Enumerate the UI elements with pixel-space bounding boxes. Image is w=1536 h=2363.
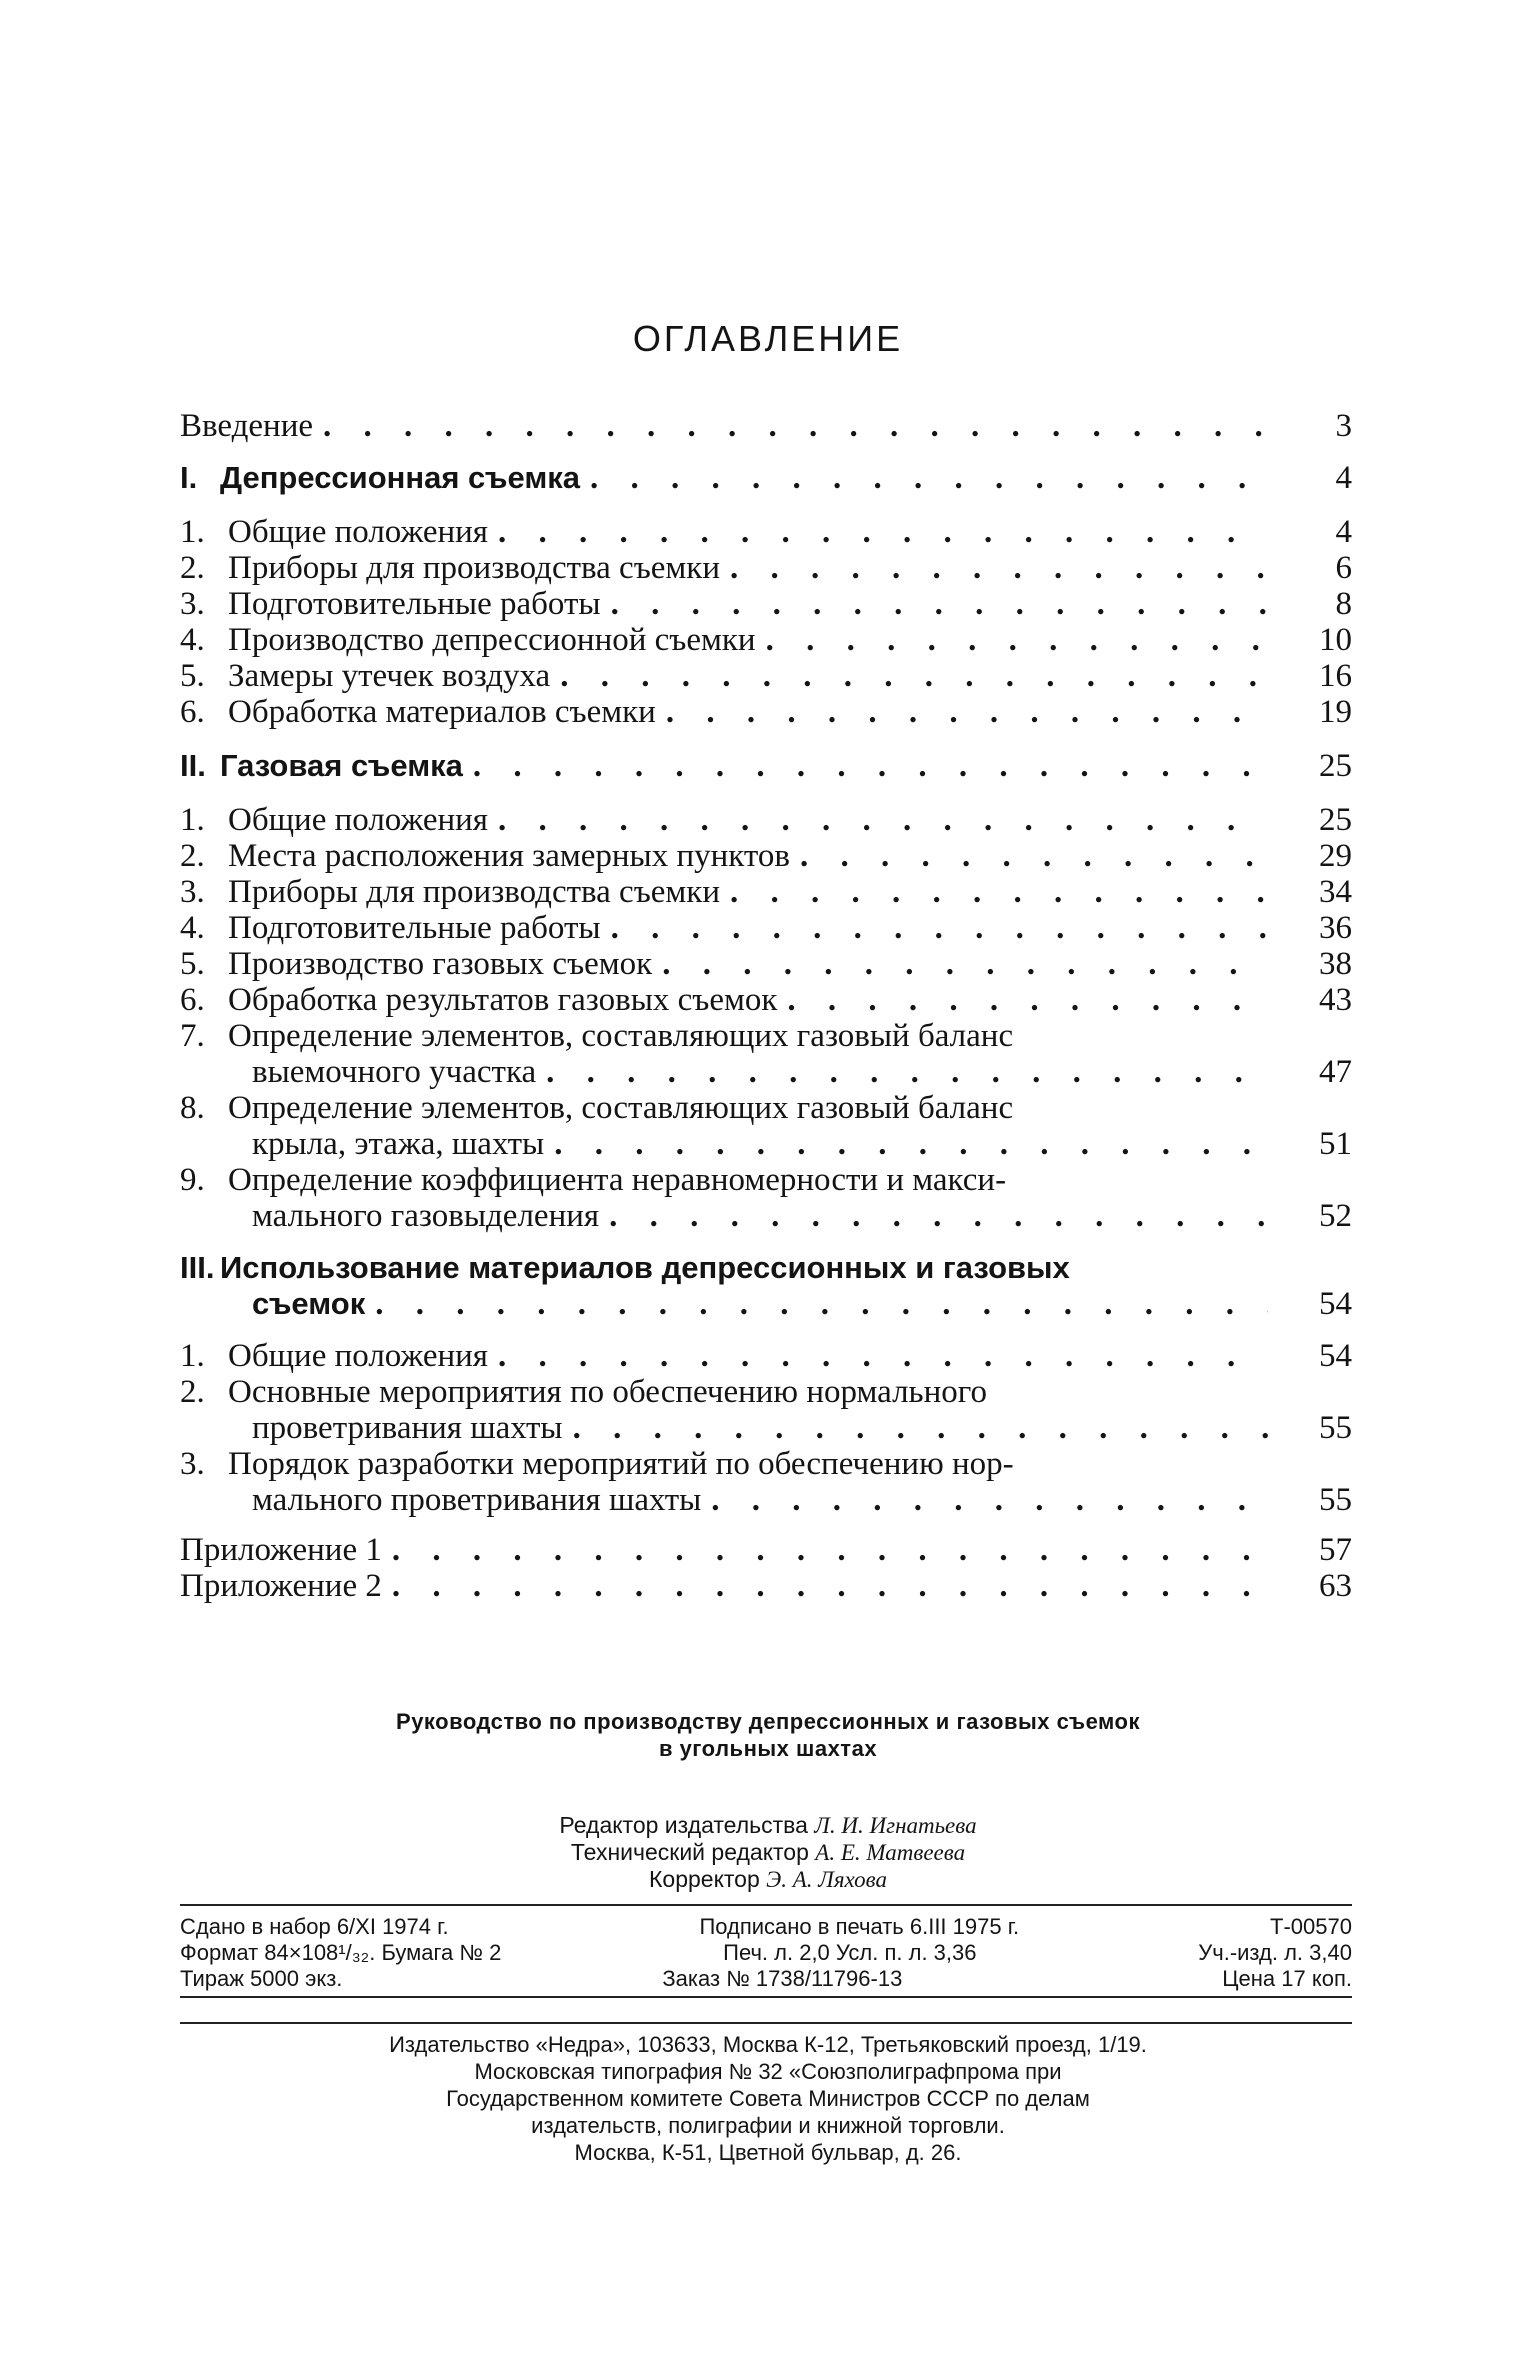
toc-page: 16	[1319, 658, 1352, 694]
toc-item	[180, 838, 1352, 874]
toc-num: 4.	[180, 910, 205, 946]
toc-entry-intro	[180, 408, 1352, 444]
print-info-cell: Печ. л. 2,0 Усл. п. л. 3,36	[723, 1940, 977, 1965]
toc-num: 2.	[180, 1374, 205, 1410]
print-info-cell: Сдано в набор 6/XI 1974 г.	[180, 1914, 449, 1939]
toc-label: Общие положения	[228, 514, 488, 550]
toc-page: 6	[1335, 550, 1352, 586]
toc-label: Подготовительные работы	[228, 586, 601, 622]
toc-appendix-2	[180, 1568, 1352, 1604]
toc-label: Депрессионная съемка	[220, 460, 581, 495]
toc-page: 54	[1319, 1338, 1352, 1374]
toc-item	[180, 1090, 1352, 1162]
toc-label: Определение элементов, составляющих газовый баланс	[228, 1090, 1014, 1126]
toc-page: 55	[1319, 1482, 1352, 1518]
toc-page: 38	[1319, 946, 1352, 982]
toc-page: 36	[1319, 910, 1352, 946]
toc-label: Основные мероприятия по обеспечению нормального	[228, 1374, 987, 1410]
rule-top	[180, 1904, 1352, 1906]
corrector-label: Корректор	[649, 1866, 760, 1892]
toc-num: 8.	[180, 1090, 205, 1126]
toc-label: Газовая съемка	[220, 748, 463, 783]
imprint-block	[0, 2031, 1536, 2166]
corrector-line	[0, 1866, 1536, 1893]
book-title-line: Руководство по производству депрессионных и газовых съемок	[396, 1709, 1140, 1734]
print-info	[180, 1914, 1352, 1992]
toc-item	[180, 514, 1352, 550]
toc-page: 4	[1335, 460, 1352, 496]
toc-num: III.	[180, 1250, 215, 1285]
toc-page: 63	[1319, 1568, 1352, 1604]
book-title-line: в угольных шахтах	[658, 1736, 878, 1761]
toc-label: Общие положения	[228, 802, 488, 838]
toc-num: 7.	[180, 1018, 205, 1054]
toc-label: Порядок разработки мероприятий по обеспечению нор-	[228, 1446, 1014, 1482]
toc-label: Приборы для производства съемки	[228, 874, 720, 910]
toc-num: 3.	[180, 1446, 205, 1482]
toc-section-1	[180, 460, 1352, 496]
toc-num: 4.	[180, 622, 205, 658]
toc-num: 9.	[180, 1162, 205, 1198]
toc-label-cont: выемочного участка	[252, 1054, 537, 1090]
toc-num: 2.	[180, 838, 205, 874]
toc-page: 47	[1319, 1054, 1352, 1090]
toc-page: 3	[1335, 408, 1352, 444]
toc-item	[180, 1446, 1352, 1518]
print-info-cell: Формат 84×108¹/₃₂. Бумага № 2	[180, 1940, 502, 1965]
toc-label-cont: мального газовыделения	[252, 1198, 600, 1234]
toc-num: 1.	[180, 802, 205, 838]
print-info-cell: Тираж 5000 экз.	[180, 1966, 343, 1991]
toc-appendix-1	[180, 1532, 1352, 1568]
toc-label-cont: крыла, этажа, шахты	[252, 1126, 545, 1162]
toc-num: I.	[180, 460, 198, 495]
imprint-line: издательств, полиграфии и книжной торговли.	[531, 2113, 1005, 2138]
toc-label-cont: съемок	[252, 1286, 366, 1321]
toc-item	[180, 910, 1352, 946]
toc-label: Определение элементов, составляющих газовый баланс	[228, 1018, 1014, 1054]
toc-num: 1.	[180, 514, 205, 550]
toc-item	[180, 1018, 1352, 1090]
toc-label: Приложение 1	[180, 1532, 382, 1568]
toc-label: Обработка материалов съемки	[228, 694, 656, 730]
toc-page: 4	[1335, 514, 1352, 550]
toc-label-cont: проветривания шахты	[252, 1410, 563, 1446]
rule-bottom	[180, 2022, 1352, 2024]
print-info-cell: Подписано в печать 6.III 1975 г.	[699, 1914, 1020, 1939]
editors-block	[0, 1812, 1536, 1893]
toc-item	[180, 946, 1352, 982]
toc-item	[180, 1338, 1352, 1374]
toc-label: Подготовительные работы	[228, 910, 601, 946]
toc-page: 51	[1319, 1126, 1352, 1162]
toc-item	[180, 550, 1352, 586]
toc-item	[180, 586, 1352, 622]
toc-page: 55	[1319, 1410, 1352, 1446]
toc-label: Приборы для производства съемки	[228, 550, 720, 586]
toc-num: 6.	[180, 982, 205, 1018]
toc-label: Обработка результатов газовых съемок	[228, 982, 778, 1018]
rule-middle	[180, 1996, 1352, 1998]
print-info-row	[180, 1914, 1352, 1940]
imprint-line: Московская типография № 32 «Союзполиграфпрома при	[474, 2059, 1062, 2084]
toc-page: 34	[1319, 874, 1352, 910]
toc-label: Замеры утечек воздуха	[228, 658, 551, 694]
toc-label: Производство депрессионной съемки	[228, 622, 756, 658]
toc-page: 8	[1335, 586, 1352, 622]
imprint-line: Москва, К-51, Цветной бульвар, д. 26.	[574, 2140, 962, 2165]
toc-num: 3.	[180, 874, 205, 910]
toc-item	[180, 1162, 1352, 1234]
toc-num: 2.	[180, 550, 205, 586]
print-info-cell: Уч.-изд. л. 3,40	[1198, 1940, 1352, 1965]
toc-item	[180, 694, 1352, 730]
print-info-cell: Заказ № 1738/11796-13	[662, 1966, 903, 1991]
toc-item	[180, 1374, 1352, 1446]
toc-num: 1.	[180, 1338, 205, 1374]
toc-num: 6.	[180, 694, 205, 730]
toc-page: 57	[1319, 1532, 1352, 1568]
toc-page: 52	[1319, 1198, 1352, 1234]
toc-page: 29	[1319, 838, 1352, 874]
toc-page: 54	[1319, 1286, 1352, 1322]
toc-section-3	[180, 1250, 1352, 1322]
toc-page: 25	[1319, 748, 1352, 784]
print-info-row	[180, 1966, 1352, 1992]
toc-item	[180, 622, 1352, 658]
toc-title: ОГЛАВЛЕНИЕ	[632, 318, 904, 359]
toc-page: 10	[1319, 622, 1352, 658]
editor-label: Редактор издательства	[559, 1812, 808, 1838]
book-title	[0, 1708, 1536, 1762]
toc-num: 5.	[180, 658, 205, 694]
toc-num: 5.	[180, 946, 205, 982]
toc-label: Использование материалов депрессионных и газовых	[220, 1250, 1070, 1285]
toc-section-2	[180, 748, 1352, 784]
toc-item	[180, 982, 1352, 1018]
toc-label-cont: мального проветривания шахты	[252, 1482, 702, 1518]
toc-label: Введение	[180, 408, 314, 444]
editor-name: Л. И. Игнатьева	[814, 1813, 977, 1838]
toc-label: Производство газовых съемок	[228, 946, 653, 982]
toc-label: Общие положения	[228, 1338, 488, 1374]
toc-num: II.	[180, 748, 206, 783]
toc-page: 25	[1319, 802, 1352, 838]
toc-item	[180, 658, 1352, 694]
toc-label: Приложение 2	[180, 1568, 382, 1604]
editor-line	[0, 1812, 1536, 1839]
toc-item	[180, 802, 1352, 838]
toc-page: 19	[1319, 694, 1352, 730]
toc-label: Места расположения замерных пунктов	[228, 838, 790, 874]
print-info-cell: Цена 17 коп.	[1222, 1966, 1352, 1991]
tech-editor-name: А. Е. Матвеева	[815, 1840, 966, 1865]
toc-page: 43	[1319, 982, 1352, 1018]
imprint-line: Государственном комитете Совета Министров СССР по делам	[446, 2086, 1090, 2111]
print-info-row	[180, 1940, 1352, 1966]
imprint-line: Издательство «Недра», 103633, Москва К-12, Третьяковский проезд, 1/19.	[389, 2032, 1147, 2057]
toc-num: 3.	[180, 586, 205, 622]
tech-editor-line	[0, 1839, 1536, 1866]
toc-label: Определение коэффициента неравномерности и макси-	[228, 1162, 1007, 1198]
print-info-cell: Т-00570	[1270, 1914, 1352, 1939]
toc-item	[180, 874, 1352, 910]
tech-editor-label: Технический редактор	[570, 1839, 809, 1865]
corrector-name: Э. А. Ляхова	[766, 1867, 887, 1892]
